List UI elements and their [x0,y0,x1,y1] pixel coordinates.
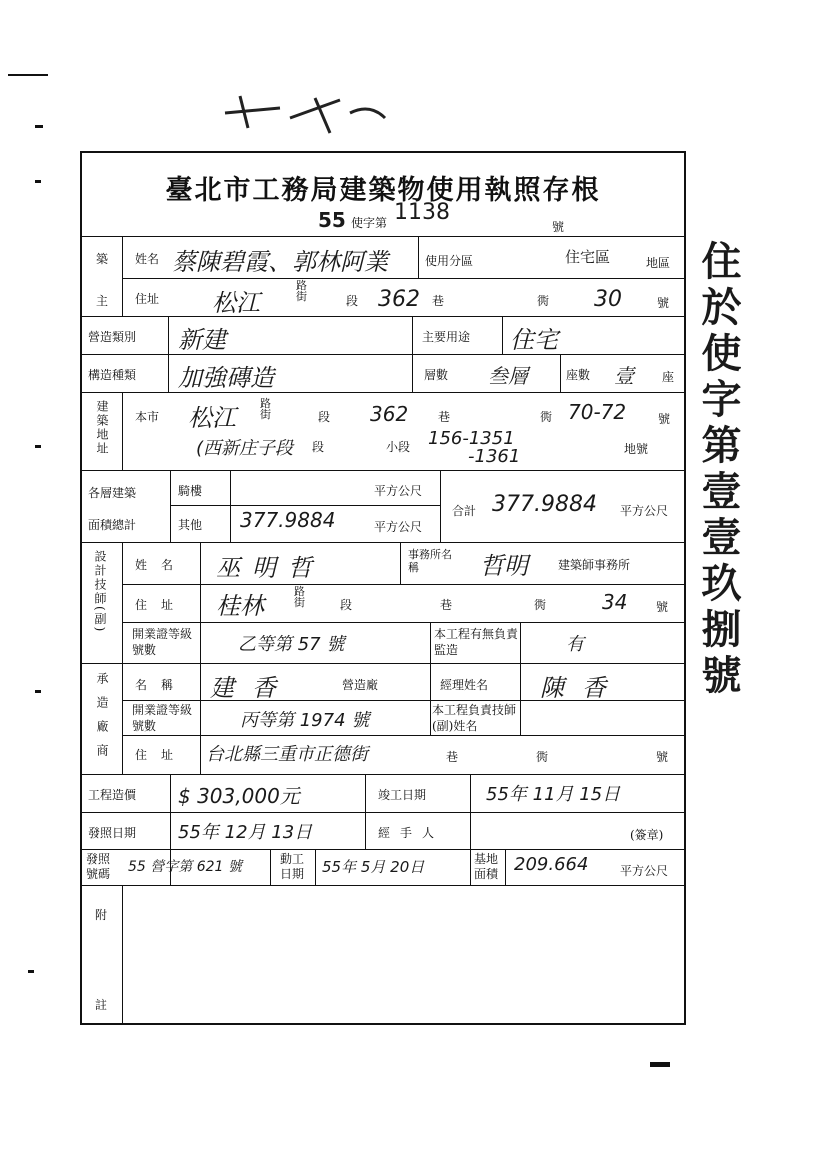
owner-addr-lane-label: 巷 [432,294,445,308]
owner-addr-section-label: 段 [346,294,359,308]
main-use-value: 住宅 [510,326,558,354]
col-divider [168,316,169,392]
contractor-addr-value: 台北縣三重市正德街 [206,744,368,765]
row-divider [170,505,440,506]
contractor-label: 承造廠商 [95,672,109,768]
site-city-label: 本市 [135,410,160,424]
owner-addr-road: 松江 [212,289,260,317]
row-divider [80,316,686,317]
other-value: 377.9884 [240,508,336,532]
site-road-value: 松江 [188,404,236,432]
arcade-label: 騎樓 [178,484,203,498]
row-divider [122,735,686,736]
margin-stamp-text: 住於使字第壹壹玖捌號 [695,240,742,700]
col-divider [470,774,471,885]
site-street-label: 衖 [540,410,553,424]
permit-number: 1138 [394,200,451,225]
manager-value: 陳香 [540,674,624,702]
owner-group-label-2: 主 [96,294,109,308]
floors-label: 層數 [424,368,449,382]
contractor-addr-street-label: 衖 [536,750,549,764]
contractor-addr-label: 住址 [135,748,188,762]
category-value: 新建 [178,326,226,354]
remarks-label-1: 附 [95,908,108,922]
col-divider [270,849,271,885]
col-divider [430,622,431,735]
contractor-name-value: 建香 [210,674,294,702]
designer-addr-section-label: 段 [340,598,353,612]
designer-addr-value: 桂林 [216,592,264,620]
col-divider [315,849,316,885]
col-divider [502,316,503,354]
site-label: 建築地址 [95,400,109,456]
contractor-name-suffix: 營造廠 [342,678,379,692]
owner-group-label: 築 [96,252,109,266]
site-land-section-value: (西新庄子段 [196,438,294,459]
row-divider [80,236,686,237]
contractor-addr-number-label: 號 [656,750,669,764]
permit-prefix: 使字第 [350,216,387,230]
owner-addr-lane-value: 362 [378,287,420,312]
bldg-count-suffix: 座 [662,370,675,384]
page-title: 臺北市工務局建築物使用執照存根 [165,175,601,206]
permit-value: 55 營字第 621 號 [128,859,242,875]
col-divider [520,622,521,735]
arcade-unit: 平方公尺 [374,484,423,498]
site-number-label: 號 [658,412,671,426]
handler-label: 經手人 [378,826,445,840]
completion-label: 竣工日期 [378,788,427,802]
start-label: 動工日期 [280,852,305,881]
designer-name-label: 姓名 [135,558,188,572]
owner-addr-road-suffix: 路 街 [296,279,307,303]
designer-addr-lane-label: 巷 [440,598,453,612]
total-unit: 平方公尺 [620,504,669,518]
row-divider [122,622,686,623]
handwritten-scribble [220,88,400,138]
scan-mark [8,74,48,76]
bldg-count-value: 壹 [614,364,634,388]
use-zone-suffix: 地區 [646,256,671,270]
seal-label: (簽章) [630,828,664,842]
designer-addr-street-label: 衖 [534,598,547,612]
structure-value: 加強磚造 [178,364,274,392]
supervise-value: 有 [566,634,584,655]
engineer-label: 本工程負責技師(副)姓名 [432,703,517,733]
col-divider [122,885,123,1025]
owner-name-label: 姓名 [135,252,160,266]
designer-addr-number-label: 號 [656,600,669,614]
designer-name-value: 巫明哲 [216,554,324,582]
designer-addr-road-suffix: 路 街 [294,585,305,609]
base-value: 209.664 [514,854,589,875]
main-use-label: 主要用途 [422,330,471,344]
cost-value: $ 303,000元 [178,784,300,808]
contractor-license-label: 開業證等級號數 [132,703,193,733]
designer-label: 設計技師(副) [93,550,107,634]
base-unit: 平方公尺 [620,864,669,878]
issue-value: 55年 12月 13日 [178,822,313,843]
other-unit: 平方公尺 [374,520,423,534]
col-divider [122,236,123,316]
col-divider [365,774,366,849]
col-divider [122,392,123,470]
scan-mark [28,970,34,973]
use-zone-value: 住宅區 [565,248,611,266]
row-divider [80,542,686,543]
permit-year: 55 [318,208,346,232]
owner-addr-label: 住址 [135,292,160,306]
col-divider [418,236,419,278]
site-lane-label: 巷 [438,410,451,424]
bldg-count-label: 座數 [566,368,591,382]
completion-value: 55年 11月 15日 [486,784,621,805]
permit-hao: 號 [552,220,565,234]
row-divider [80,663,686,664]
base-label: 基地面積 [474,852,499,881]
designer-office-value: 哲明 [480,552,528,580]
permit-label: 發照號碼 [86,852,111,881]
col-divider [440,470,441,542]
owner-addr-number-value: 30 [594,287,622,312]
site-section-label: 段 [318,410,331,424]
area-label-2: 面積總計 [88,518,137,532]
site-lot-label: 地號 [624,442,649,456]
scan-mark [35,180,41,183]
site-subsection-label: 小段 [386,440,411,454]
designer-office-label: 事務所名稱 [408,548,452,574]
scan-mark [35,690,41,693]
scan-mark [35,125,43,128]
designer-office-suffix: 建築師事務所 [558,558,631,572]
site-lot-value-1: 156-1351 [428,428,515,449]
col-divider [412,316,413,392]
designer-license-label: 開業證等級號數 [132,627,193,657]
owner-addr-number-label: 號 [657,296,670,310]
total-label: 合計 [452,504,477,518]
row-divider [80,354,686,355]
col-divider [560,354,561,392]
contractor-license-value: 丙等第 1974 號 [240,710,370,731]
row-divider [80,885,686,886]
supervise-label: 本工程有無負責監造 [434,627,519,657]
col-divider [200,542,201,774]
site-land-section-label: 段 [312,440,325,454]
owner-addr-street-label: 衖 [537,294,550,308]
scan-mark [35,445,41,448]
remarks-label-2: 註 [95,998,108,1012]
row-divider [122,278,686,279]
floors-value: 叁層 [488,364,528,388]
contractor-addr-lane-label: 巷 [446,750,459,764]
site-lane-value: 362 [370,402,409,426]
owner-name-value: 蔡陳碧霞、郭林阿業 [172,248,388,276]
scan-mark [650,1062,670,1067]
structure-label: 構造種類 [88,368,137,382]
row-divider [122,584,686,585]
permit-number-line [318,200,451,233]
row-divider [80,392,686,393]
category-label: 營造類別 [88,330,137,344]
permit-form-frame [80,151,686,1025]
contractor-name-label: 名稱 [135,678,188,692]
area-label-1: 各層建築 [88,486,137,500]
other-label: 其他 [178,518,203,532]
col-divider [230,470,231,542]
start-value: 55年 5月 20日 [322,858,425,876]
designer-addr-number-value: 34 [602,590,628,614]
col-divider [122,542,123,774]
cost-label: 工程造價 [88,788,137,802]
designer-license-value: 乙等第 57 號 [238,634,345,655]
issue-label: 發照日期 [88,826,137,840]
site-road-suffix: 路 街 [260,397,271,421]
total-value: 377.9884 [492,492,597,517]
site-number-value: 70-72 [568,400,627,424]
col-divider [400,542,401,584]
col-divider [170,470,171,542]
designer-addr-label: 住址 [135,598,188,612]
use-zone-label: 使用分區 [425,254,474,268]
site-lot-value-2: -1361 [468,446,521,467]
manager-label: 經理姓名 [440,678,489,692]
